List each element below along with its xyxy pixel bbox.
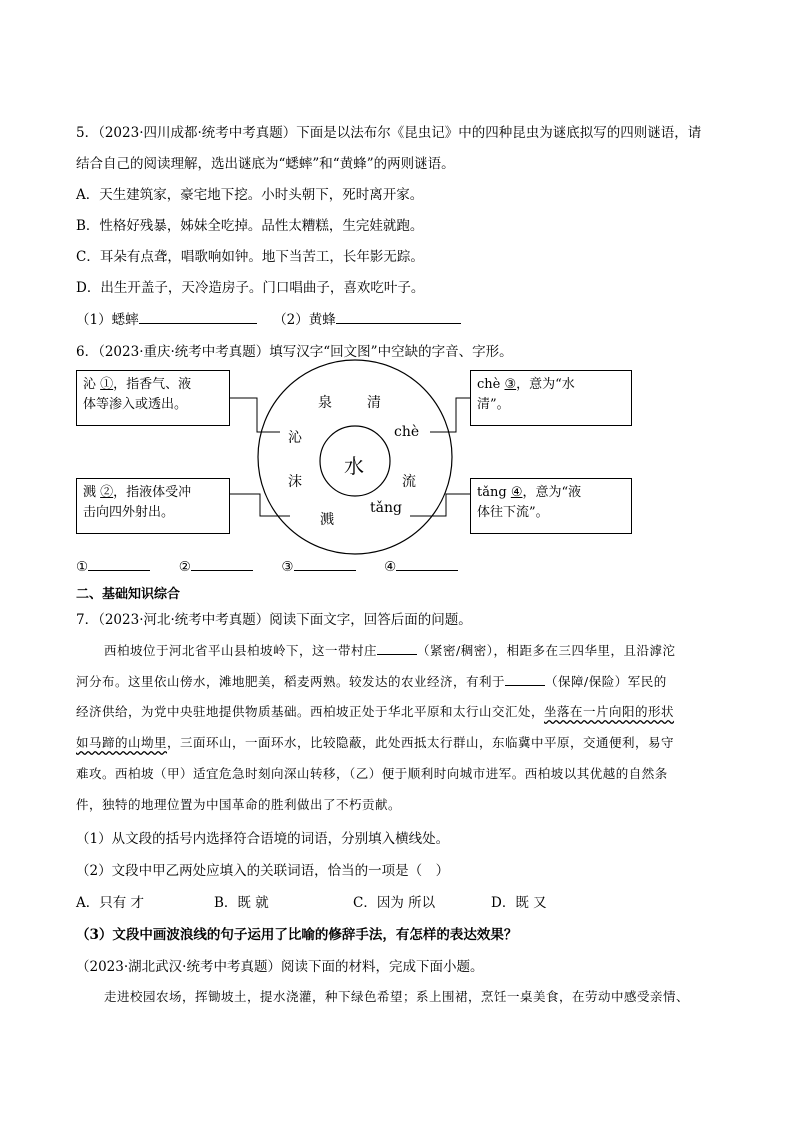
q8-para-line1: 走进校园农场，挥锄坡土，提水浇灌，种下绿色希望；系上围裙，烹饪一桌美食，在劳动中感受亲情、 [104, 989, 690, 1004]
center-char-shui: 水 [344, 454, 364, 478]
box3-line2: 清”。 [477, 397, 510, 412]
answer-blank-4[interactable] [396, 556, 458, 571]
box3-pinyin: chè [477, 377, 505, 392]
q6-box-qin [76, 370, 230, 426]
q7-sub2: （2）文段中甲乙两处应填入的关联词语，恰当的一项是（ ） [76, 863, 450, 879]
q7-p2-b: （保障/保险）军民的 [545, 674, 667, 689]
box4-blank[interactable]: ④ [510, 485, 523, 500]
box4-line2: 体往下流”。 [477, 505, 549, 520]
q7-stem: 7．（2023·河北·统考中考真题）阅读下面文字，回答后面的问题。 [76, 612, 472, 628]
ring-char-mo: 沫 [288, 474, 302, 490]
box2-text: ，指液体受冲 [113, 485, 192, 500]
q7-wavy-1: 坐落在一片向阳的形状 [544, 704, 675, 719]
ring-char-tang: tǎng [370, 500, 402, 516]
box4-pinyin: tǎng [477, 485, 511, 500]
box3-text: ，意为“水 [516, 377, 575, 392]
q5-option-d: D．出生开盖子，天冷造房子。门口唱曲子，喜欢吃叶子。 [76, 280, 425, 296]
q7-sub1: （1）从文段的括号内选择符合语境的词语，分别填入横线处。 [76, 831, 450, 847]
q7-sub3: （3）文段中画波浪线的句子运用了比喻的修辞手法，有怎样的表达效果？ [76, 927, 518, 943]
q7-para-line6: 件，独特的地理位置为中国革命的胜利做出了不朽贡献。 [76, 797, 402, 812]
q7-option-d: D．既 又 [491, 895, 547, 911]
box2-char: 溅 [83, 485, 101, 500]
q7-option-c: C．因为 所以 [353, 895, 436, 911]
answer-label-3: ③ [281, 559, 294, 575]
ring-char-quan: 泉 [318, 395, 332, 411]
connector-3 [430, 398, 470, 432]
q7-p1-a: 西柏坡位于河北省平山县柏坡岭下，这一带村庄 [104, 643, 378, 658]
box3-blank[interactable]: ③ [504, 377, 517, 392]
q7-option-a: A．只有 才 [76, 895, 145, 911]
q5-answer-row [76, 308, 461, 328]
ring-char-jian: 溅 [320, 512, 334, 528]
q7-p4-b: ，三面环山，一面环水，比较隐蔽，此处西抵太行群山，东临冀中平原，交通便利，易守 [167, 735, 675, 750]
answer-blank-2[interactable] [191, 556, 253, 571]
q7-p2: 河分布。这里依山傍水，滩地肥美，稻麦两熟。较发达的农业经济，有利于 [76, 674, 506, 689]
q5-option-a: A．天生建筑家，豪宅地下挖。小时头朝下，死时离开家。 [76, 187, 424, 203]
q7-para-line5: 难攻。西柏坡（甲）适宜危急时刻向深山转移，（乙）便于顺利时向城市进军。西柏坡以其优越的自然条 [76, 766, 668, 781]
q6-box-jian [76, 478, 230, 534]
q5-option-c: C．耳朵有点聋，唱歌响如钟。地下当苦工，长年影无踪。 [76, 249, 424, 265]
ring-char-qing: 清 [367, 395, 381, 411]
connector-1 [230, 398, 280, 432]
q5-stem-line2: 结合自己的阅读理解，选出谜底为“蟋蟀”和“黄蜂”的两则谜语。 [76, 156, 455, 172]
connector-2 [229, 494, 290, 516]
box1-text: ，指香气、液 [113, 377, 192, 392]
q7-para-line3 [76, 702, 674, 720]
q7-option-b: B．既 就 [214, 895, 269, 911]
q6-answer-row [76, 556, 458, 575]
answer-label-4: ④ [384, 559, 397, 575]
ring-char-che: chè [394, 424, 420, 440]
section-title: 二、基础知识综合 [76, 587, 181, 602]
q5-blank1[interactable] [139, 309, 257, 324]
q5-blank2[interactable] [336, 309, 461, 324]
q7-p1-b: （紧密/稠密），相距多在三四华里，且沿滹沱 [417, 643, 676, 658]
q5-stem-line1: 5．（2023·四川成都·统考中考真题）下面是以法布尔《昆虫记》中的四种昆虫为谜底拟写的四则谜语，请 [76, 125, 702, 141]
q7-blank1[interactable] [377, 640, 417, 655]
q7-para-line1 [104, 640, 675, 659]
answer-label-2: ② [178, 559, 191, 575]
q7-para-line2 [76, 671, 667, 690]
box4-text: ，意为“液 [522, 485, 582, 500]
q7-p3-a: 经济供给，为党中央驻地提供物质基础。西柏坡正处于华北平原和太行山交汇处， [76, 704, 545, 719]
q7-blank2[interactable] [505, 671, 545, 686]
box1-line2: 体等渗入或透出。 [83, 397, 188, 412]
connector-4 [410, 494, 470, 516]
q5-option-b: B．性格好残暴，姊妹全吃掉。品性太糟糕，生完娃就跑。 [76, 218, 424, 234]
box1-blank[interactable]: ① [100, 377, 114, 392]
answer-blank-3[interactable] [294, 556, 356, 571]
q8-stem: （2023·湖北武汉·统考中考真题）阅读下面的材料，完成下面小题。 [76, 959, 484, 975]
box1-char: 沁 [83, 377, 101, 392]
box2-line2: 击向四外射出。 [83, 505, 175, 520]
answer-label-1: ① [76, 559, 89, 575]
q6-box-che [470, 370, 632, 426]
q5-blank1-label: （1）蟋蟀 [76, 312, 139, 328]
q5-blank2-label: （2）黄蜂 [273, 312, 336, 328]
ring-char-liu: 流 [402, 474, 416, 490]
q6-stem: 6．（2023·重庆·统考中考真题）填写汉字“回文图”中空缺的字音、字形。 [76, 344, 513, 360]
box2-blank[interactable]: ② [100, 485, 114, 500]
q7-wavy-2: 如马蹄的山坳里 [76, 735, 168, 750]
answer-blank-1[interactable] [88, 556, 150, 571]
ring-char-qin: 沁 [288, 430, 302, 446]
q7-para-line4 [76, 733, 674, 751]
q6-box-tang [470, 478, 632, 534]
